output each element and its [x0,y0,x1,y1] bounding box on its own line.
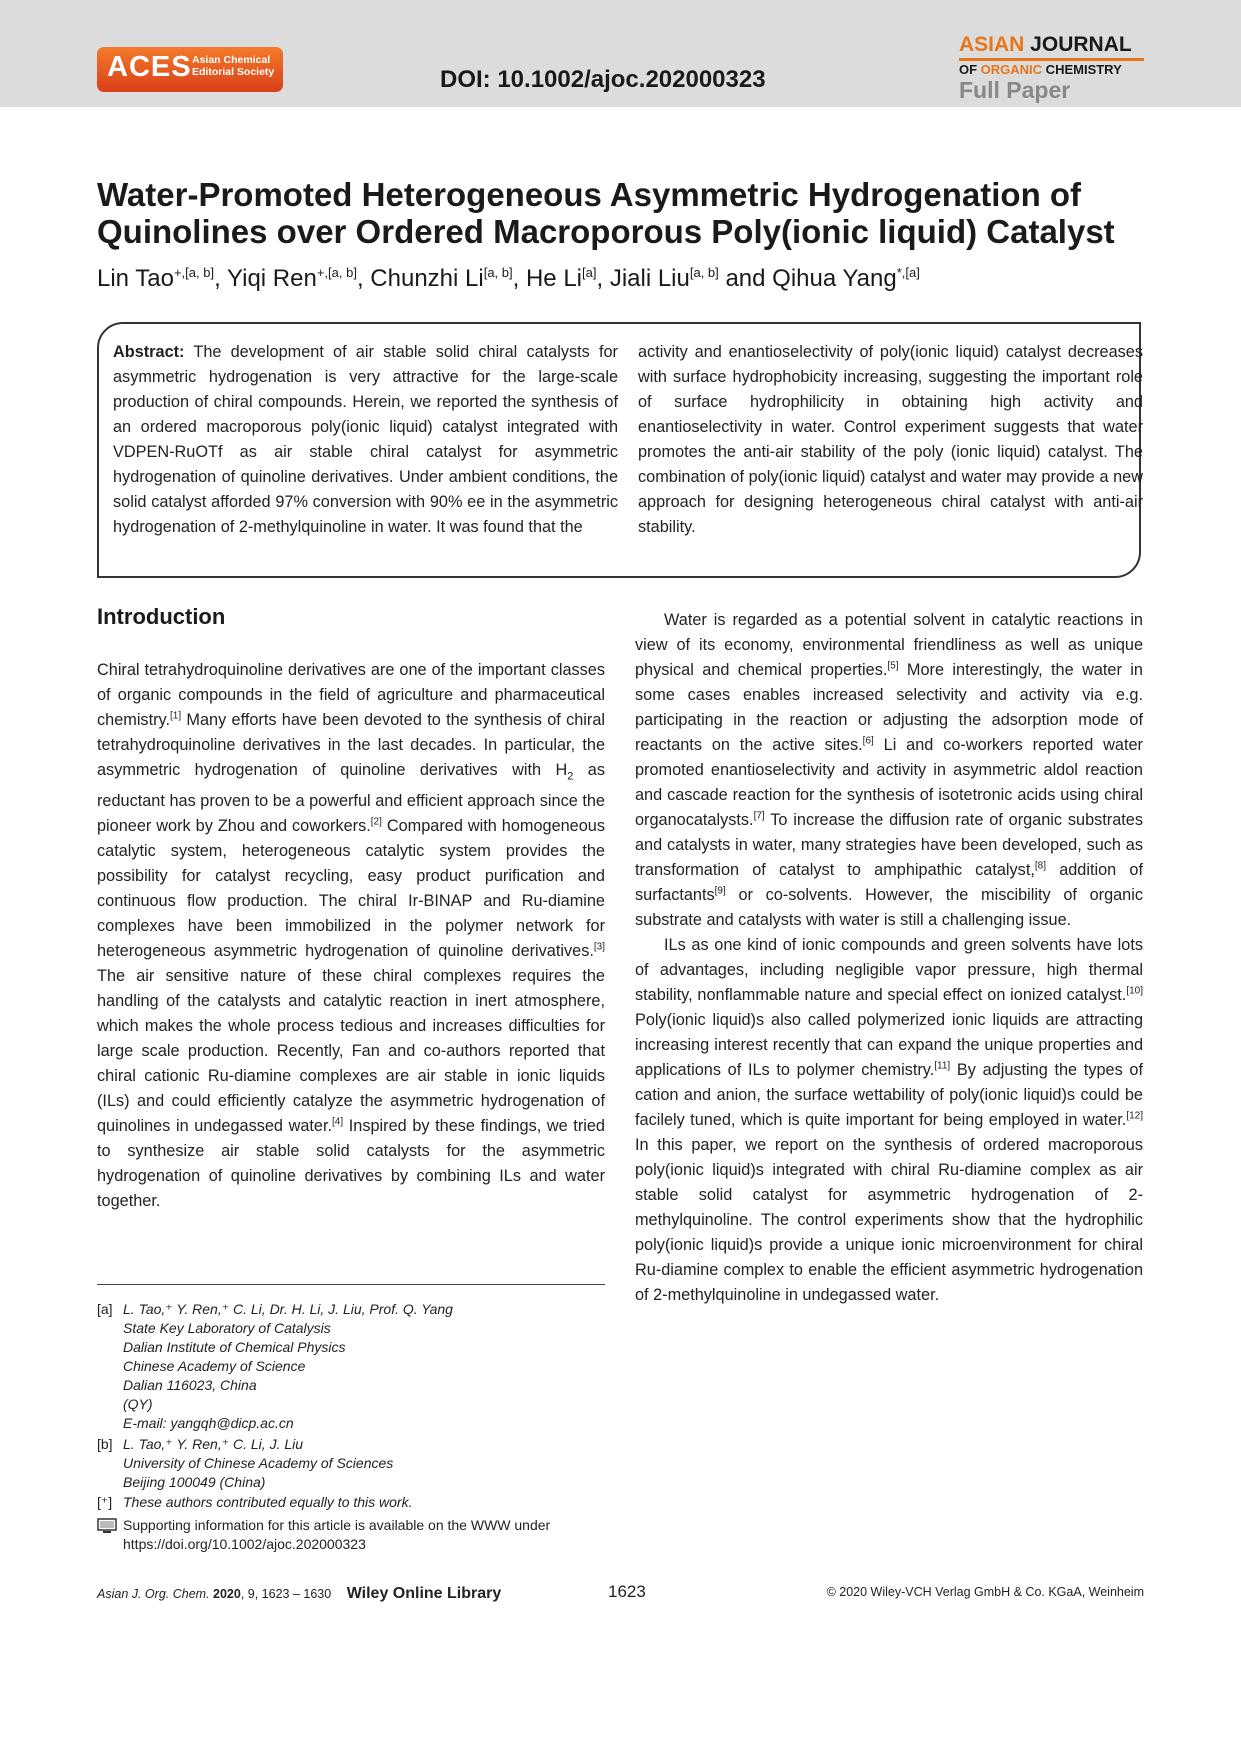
intro-paragraph-3: ILs as one kind of ionic compounds and green solvents have lots of advantages, including negligible vapor pressure, high thermal stability, nonflammable nature and special effect on ionized catalyst.[10] Poly(ionic liquid)s also called polymerized ionic liquids are attracting increasing interest recently that can expand the unique properties and applications of ILs to polymer chemistry.[11] By adjusting the types of cation and anion, the surface wettability of poly(ionic liquid)s could be facilely tuned, which is quite important for being employed in water.[12] In this paper, we report on the synthesis of ordered macroporous poly(ionic liquid)s integrated with chiral Ru-diamine complex as air stable solid catalyst for asymmetric hydrogenation of 2-methylquinoline. The control experiments show that the hydrophilic poly(ionic liquid)s provide a unique ionic microenvironment for chiral Ru-diamine complex to enable the efficient asymmetric hydrogenation of 2-methylquinoline in undegassed water. [635,936,1143,1304]
footnote-line: Dalian Institute of Chemical Physics [123,1339,346,1355]
author-affiliation-mark: *,[a] [896,265,920,280]
journal-logo [959,34,1144,101]
reference-citation[interactable]: [12] [1126,1110,1143,1122]
aces-logo [97,47,283,92]
author-name: Jiali Liu [609,265,690,292]
footnote-rule [97,1284,605,1285]
journal-name-line1: ASIAN JOURNAL [959,34,1144,61]
footer-citation: Asian J. Org. Chem. 2020, 9, 1623 – 1630 Wiley Online Library [97,1585,502,1602]
footnote-line: State Key Laboratory of Catalysis [123,1320,331,1336]
aces-logo-word: ACES [107,51,192,83]
reference-citation[interactable]: [1] [169,710,182,722]
footnote-line: Beijing 100049 (China) [123,1474,266,1490]
footnote-line: University of Chinese Academy of Sciences [123,1455,394,1471]
author-affiliation-mark: +,[a, b] [173,265,215,280]
footnote-affiliation-b: [b] L. Tao,⁺ Y. Ren,⁺ C. Li, J. Liu University of Chinese Academy of Sciences Beijing 100049 (China) [97,1435,607,1492]
abstract-label: Abstract: [113,343,185,361]
intro-paragraph-2: Water is regarded as a potential solvent in catalytic reactions in view of its economy, environmental friendliness as well as unique physical and chemical properties.[5] More interestingly, the water in some cases enables increased selectivity and activity via e.g. participating in the reaction or adjusting the adsorption mode of reactants on the active sites.[6] Li and co-workers reported water promoted enantioselectivity and activity in asymmetric aldol reaction and cascade reaction for the synthesis of isotetronic acids using chiral organocatalysts.[7] To increase the diffusion rate of organic substrates and catalysts in water, many strategies have been developed, such as transformation of catalyst to amphipathic catalyst,[8] addition of surfactants[9] or co-solvents. However, the miscibility of organic substrate and catalysts with water is still a challenging issue. [635,611,1143,929]
author-list: Lin Tao$^{+,[a, b]}$, Yiqi Ren$^{+,[a, b]}$, Chunzhi Li[a, b], He Li[a], Jiali Liu[a, b] and Qihua Yang$^{*,[a]}$ [97,265,920,292]
author-name: Lin Tao [97,265,174,292]
body-column-left [97,658,605,1214]
footnote-line: Chinese Academy of Science [123,1358,306,1374]
abstract-column-1 [113,340,618,540]
doi-link[interactable]: DOI: 10.1002/ajoc.202000323 [440,66,766,93]
reference-citation[interactable]: [11] [934,1060,951,1072]
footnote-line: L. Tao,⁺ Y. Ren,⁺ C. Li, Dr. H. Li, J. Liu, Prof. Q. Yang [123,1301,453,1317]
article-type: Full Paper [959,77,1071,103]
aces-logo-subtitle: Asian Chemical Editorial Society [192,54,275,78]
reference-citation[interactable]: [8] [1034,860,1046,872]
author-name: Yiqi Ren [227,265,317,292]
footnote-line: L. Tao,⁺ Y. Ren,⁺ C. Li, J. Liu [123,1436,304,1452]
reference-citation[interactable]: [10] [1126,985,1143,997]
computer-monitor-icon [97,1518,117,1534]
author-name: Chunzhi Li [370,265,484,292]
reference-citation[interactable]: [5] [887,660,899,672]
author-affiliation-mark: [a, b] [689,265,719,280]
reference-citation[interactable]: [7] [753,810,765,822]
footnote-equal-contribution: [⁺] These authors contributed equally to this work. [97,1494,413,1510]
supporting-information-text[interactable]: Supporting information for this article is available on the WWW under https://doi.org/10.1002/ajoc.202000323 [123,1517,551,1552]
journal-name-line2: OF ORGANIC CHEMISTRY [959,62,1122,77]
body-column-right [635,608,1143,1308]
section-heading-introduction: Introduction [97,604,226,629]
abstract-text-1: The development of air stable solid chiral catalysts for asymmetric hydrogenation is very attractive for the large-scale production of chiral compounds. Herein, we reported the synthesis of an ordered macroporous poly(ionic liquid) catalyst integrated with VDPEN-RuOTf as air stable chiral catalyst for asymmetric hydrogenation of quinoline derivatives. Under ambient conditions, the solid catalyst afforded 97% conversion with 90% ee in the asymmetric hydrogenation of 2-methylquinoline in water. It was found that the [113,343,618,536]
reference-citation[interactable]: [4] [332,1116,344,1128]
subscript: 2 [567,770,574,783]
copyright-notice: © 2020 Wiley-VCH Verlag GmbH & Co. KGaA, Weinheim [826,1585,1144,1599]
reference-citation[interactable]: [9] [714,885,726,897]
reference-citation[interactable]: [6] [862,735,874,747]
wiley-online-library-link[interactable]: Wiley Online Library [346,1585,502,1602]
article-title: Water-Promoted Heterogeneous Asymmetric Hydrogenation of Quinolines over Ordered Macroporous Poly(ionic liquid) Catalyst [97,176,1115,250]
author-name: He Li [525,265,582,292]
footnote-line: Dalian 116023, China [123,1377,257,1393]
journal-header [0,0,1241,107]
author-affiliation-mark: [a] [582,265,597,280]
footnote-affiliation-a: [a] L. Tao,⁺ Y. Ren,⁺ C. Li, Dr. H. Li, J. Liu, Prof. Q. Yang State Key Laboratory of Catalysis Dalian Institute of Chemical Physics Chinese Academy of Science Dalian 116023, China (QY) E-mail: yangqh@dicp.ac.cn [97,1300,607,1433]
supporting-information-note [97,1516,607,1554]
reference-citation[interactable]: [2] [370,816,382,828]
footnote-line: (QY) [123,1396,153,1412]
author-affiliation-mark: +,[a, b] [316,265,357,280]
page-number: 1623 [608,1582,646,1601]
author-affiliation-mark: [a, b] [483,265,513,280]
reference-citation[interactable]: [3] [593,941,605,953]
abstract-column-2 [638,340,1143,540]
footnote-line[interactable]: E-mail: yangqh@dicp.ac.cn [123,1415,294,1431]
author-name: Qihua Yang [772,265,897,292]
intro-paragraph-1: Chiral tetrahydroquinoline derivatives are one of the important classes of organic compounds in the field of agriculture and pharmaceutical chemistry.[1] Many efforts have been devoted to the synthesis of chiral tetrahydroquinoline derivatives in the last decades. In particular, the asymmetric hydrogenation of quinoline derivatives with $H_2$ as reductant has proven to be a powerful and efficient approach since the pioneer work by Zhou and coworkers.[2] Compared with homogeneous catalytic system, heterogeneous catalytic system provides the possibility for catalyst recycling, easy product purification and continuous flow production. The chiral Ir-BINAP and Ru-diamine complexes have been immobilized in the polymer network for heterogeneous asymmetric hydrogenation of quinoline derivatives.[3] The air sensitive nature of these chiral complexes requires the handling of the catalysts and catalytic reaction in inert atmosphere, which makes the whole process tedious and increases difficulties for large scale production. Recently, Fan and co-authors reported that chiral cationic Ru-diamine complexes are air stable in ionic liquids (ILs) and could efficiently catalyze the asymmetric hydrogenation of quinolines in undegassed water.[4] Inspired by these findings, we tried to synthesize air stable solid catalysts for the asymmetric hydrogenation of quinoline derivatives by combining ILs and water together. [97,661,605,1211]
abstract-text-2: activity and enantioselectivity of poly(ionic liquid) catalyst decreases with surface hydrophobicity increasing, suggesting the important role of surface hydrophilicity in obtaining high activity and enantioselectivity in water. Control experiment suggests that water promotes the anti-air stability of the poly (ionic liquid) catalyst. The combination of poly(ionic liquid) catalyst and water may provide a new approach for designing heterogeneous chiral catalyst with anti-air stability. [638,343,1143,536]
